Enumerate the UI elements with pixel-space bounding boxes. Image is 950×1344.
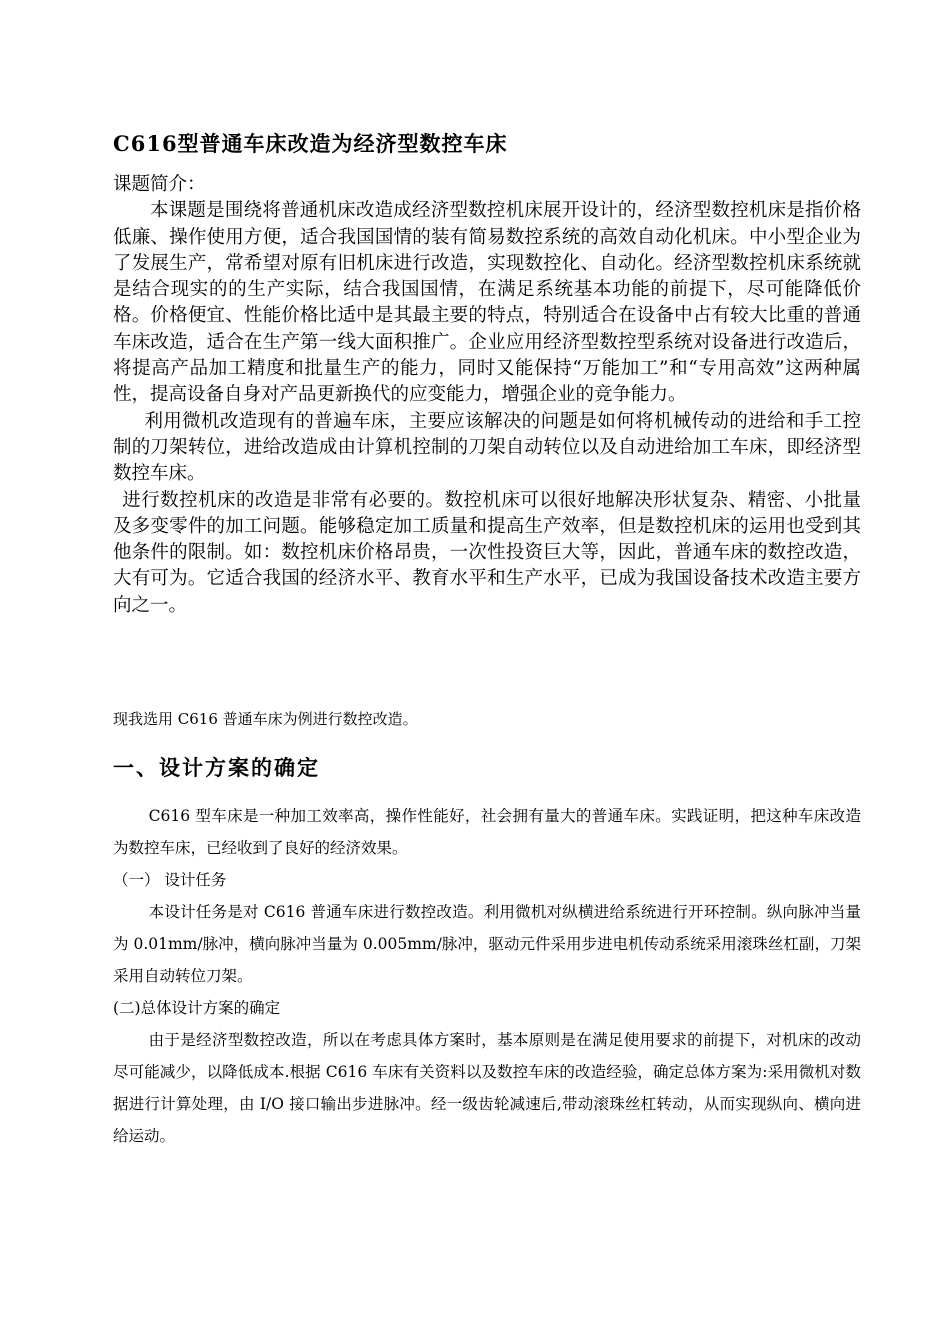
subsection-heading-1: （一） 设计任务 [113, 871, 227, 889]
intro-paragraph-3: 进行数控机床的改造是非常有必要的。数控机床可以很好地解决形状复杂、精密、小批量及多变零件的加工问题。能够稳定加工质量和提高生产效率，但是数控机床的运用也受到其他条件的限制。如：数控机床价格昂贵，一次性投资巨大等，因此，普通车床的数控改造，大有可为。它适合我国的经济水平、教育水平和生产水平，已成为我国设备技术改造主要方向之一。 [113, 489, 861, 616]
intro-label: 课题简介： [113, 174, 206, 195]
intro-section [113, 172, 861, 619]
subsection-heading-2: (二)总体设计方案的确定 [113, 999, 281, 1017]
selection-note: 现我选用 C616 普通车床为例进行数控改造。 [113, 710, 418, 728]
subsection-2-paragraph: 由于是经济型数控改造，所以在考虑具体方案时，基本原则是在满足使用要求的前提下，对机床的改动尽可能减少，以降低成本.根据 C616 车床有关资料以及数控车床的改造经验，确定总体方案为:采用微机对数据进行计算处理，由 I/O 接口输出步进脉冲。经一级齿轮减速后,带动滚珠丝杠转动，从而实现纵向、横向进给运动。 [113, 1031, 861, 1145]
section-1-body [113, 800, 861, 1152]
intro-paragraph-1: 本课题是围绕将普通机床改造成经济型数控机床展开设计的，经济型数控机床是指价格低廉、操作使用方便，适合我国国情的装有简易数控系统的高效自动化机床。中小型企业为了发展生产，常希望对原有旧机床进行改造，实现数控化、自动化。经济型数控机床系统就是结合现实的的生产实际，结合我国国情，在满足系统基本功能的前提下，尽可能降低价格。价格便宜、性能价格比适中是其最主要的特点，特别适合在设备中占有较大比重的普通车床改造，适合在生产第一线大面积推广。企业应用经济型数控型系统对设备进行改造后，将提高产品加工精度和批量生产的能力，同时又能保持“万能加工”和“专用高效”这两种属性，提高设备自身对产品更新换代的应变能力，增强企业的竞争能力。 [113, 200, 861, 406]
document-title: C616型普通车床改造为经济型数控车床 [113, 131, 508, 156]
subsection-1-paragraph: 本设计任务是对 C616 普通车床进行数控改造。利用微机对纵横进给系统进行开环控制。纵向脉冲当量为 0.01mm/脉冲，横向脉冲当量为 0.005mm/脉冲，驱动元件采用步进电机传动系统采用滚珠丝杠副，刀架采用自动转位刀架。 [113, 903, 861, 985]
section-1-paragraph: C616 型车床是一种加工效率高，操作性能好，社会拥有量大的普通车床。实践证明，把这种车床改造为数控车床，已经收到了良好的经济效果。 [113, 807, 861, 857]
intro-paragraph-2: 利用微机改造现有的普遍车床，主要应该解决的问题是如何将机械传动的进给和手工控制的刀架转位，进给改造成由计算机控制的刀架自动转位以及自动进给加工车床，即经济型数控车床。 [113, 410, 861, 485]
section-heading-1: 一、设计方案的确定 [113, 755, 320, 780]
